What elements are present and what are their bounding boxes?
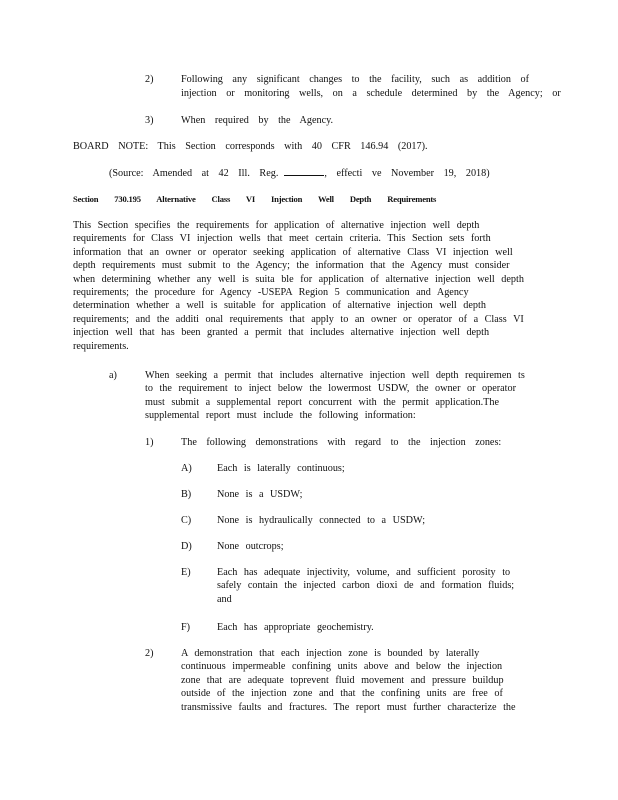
intro-line: injection well that has been granted a permit that includes alternative injection well depth [73, 327, 490, 339]
sub-item-E-line: safely contain the injected carbon dioxi de and formation fluids; [217, 580, 515, 592]
intro-line: requirements. [73, 340, 129, 352]
sub-item-B-letter: B) [181, 489, 192, 500]
intro-paragraph [73, 219, 543, 353]
section-heading: Section 730.195 Alternative Class VI Injection Well Depth Requirements [73, 194, 437, 204]
source-line [109, 166, 490, 180]
sub-item-D-text: None outcrops; [217, 541, 284, 552]
item-2-line: zone that are adequate toprevent fluid movement and pressure buildup [181, 674, 504, 686]
sub-item-F-text: Each has appropriate geochemistry. [217, 622, 374, 633]
subsection-a-text [145, 369, 545, 423]
intro-line: This Section specifies the requirements for application of alternative injection well depth [73, 220, 480, 231]
board-note: BOARD NOTE: This Section corresponds with 40 CFR 146.94 (2017). [73, 141, 428, 152]
top-item-2-number: 2) [145, 74, 154, 85]
item-2-line: continuous impermeable confining units above and below the injection [181, 661, 503, 673]
subsection-a-label: a) [109, 370, 117, 381]
sub-item-E-letter: E) [181, 567, 191, 578]
sub-item-C-text: None is hydraulically connected to a USDW; [217, 515, 426, 526]
intro-line: determination whether a well is suitable for application of alternative injection well depth [73, 300, 486, 312]
sub-item-C-letter: C) [181, 515, 192, 526]
item-2-line: outside of the injection zone and that the confining units are free of [181, 688, 503, 700]
sub-item-E-line: Each has adequate injectivity, volume, and sufficient porosity to [217, 567, 511, 578]
top-item-2-line-1: Following any significant changes to the facility, such as addition of [181, 74, 530, 85]
sub-item-E-line: and [217, 593, 232, 605]
intro-line: requirements; and the additi onal requirements that apply to an owner or operator of a Class VI [73, 313, 524, 325]
item-2-text [181, 647, 551, 714]
intro-line: when determining whether any well is suita ble for application of alternative injection well depth [73, 273, 524, 285]
source-blank [284, 166, 324, 176]
subsection-a-line: When seeking a permit that includes alternative injection well depth requiremen ts [145, 370, 525, 381]
sub-item-B-text: None is a USDW; [217, 489, 303, 500]
top-item-3-line-1: When required by the Agency. [181, 115, 334, 126]
subsection-a-line: supplemental report must include the following information: [145, 410, 416, 422]
item-2-line: A demonstration that each injection zone is bounded by laterally [181, 648, 480, 659]
sub-item-A-letter: A) [181, 463, 192, 474]
item-1-text: The following demonstrations with regard to the injection zones: [181, 437, 502, 448]
item-2-number: 2) [145, 648, 154, 659]
intro-line: requirements; the procedure for Agency -USEPA Region 5 communication and Agency [73, 287, 469, 299]
intro-line: information that an owner or operator seeking application of alternative Class VI injection well [73, 246, 513, 258]
item-2-line: transmissive faults and fractures. The report must further characterize the [181, 701, 516, 713]
sub-item-E-text [217, 566, 537, 606]
subsection-a-line: must submit a supplemental report concurrent with the permit application.The [145, 396, 499, 408]
sub-item-F-letter: F) [181, 622, 191, 633]
top-item-3-number: 3) [145, 115, 154, 126]
sub-item-A-text: Each is laterally continuous; [217, 463, 345, 474]
top-item-2-line-2: injection or monitoring wells, on a schedule determined by the Agency; or [181, 88, 561, 99]
intro-line: depth requirements must submit to the Agency; the information that the Agency must consider [73, 260, 510, 272]
source-before: (Source: Amended at 42 Ill. Reg. [109, 168, 279, 179]
intro-line: requirements for Class VI injection wells that meet certain criteria. This Section sets forth [73, 233, 491, 245]
sub-item-D-letter: D) [181, 541, 192, 552]
item-1-number: 1) [145, 437, 154, 448]
source-after: , effecti ve November 19, 2018) [324, 168, 490, 179]
subsection-a-line: to the requirement to inject below the lowermost USDW, the owner or operator [145, 383, 516, 395]
